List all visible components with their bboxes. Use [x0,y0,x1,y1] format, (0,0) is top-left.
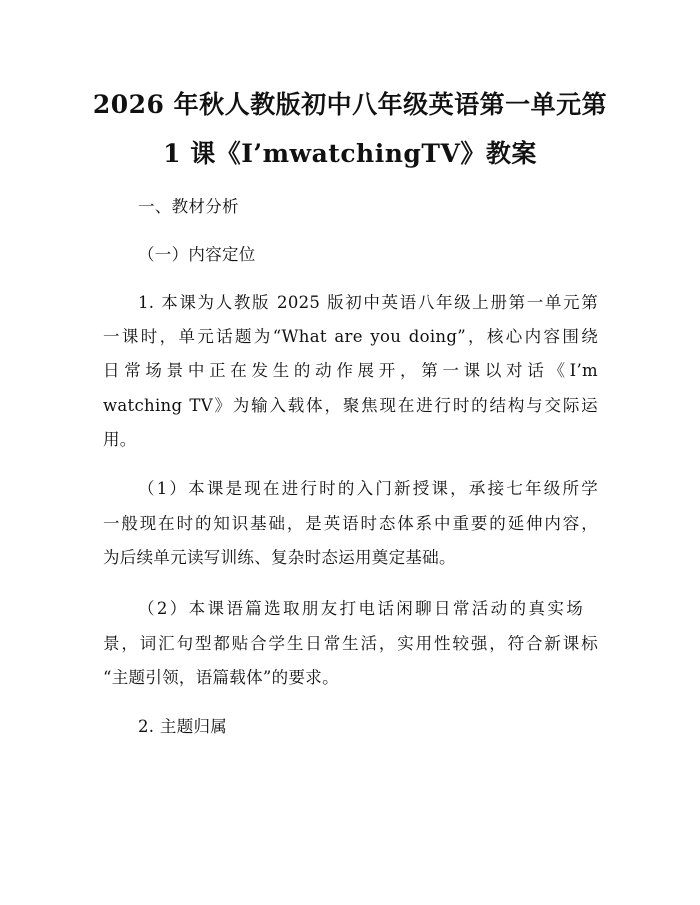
paragraph-1-line-2: 一课时，单元话题为“What are you doing”，核心内容围绕 [103,327,598,346]
paragraph-1-line-3: 日常场景中正在发生的动作展开，第一课以对话《I’m [103,361,598,380]
document-title-line-2: 1 课《I’mwatchingTV》教案 [163,139,537,168]
paragraph-1-line-4: watching TV》为输入载体，聚焦现在进行时的结构与交际运 [103,396,598,415]
paragraph-3-line-2: 景，词汇句型都贴合学生日常生活，实用性较强，符合新课标 [103,634,598,653]
paragraph-1-line-5: 用。 [103,430,137,449]
paragraph-3-line-1: （2）本课语篇选取朋友打电话闲聊日常活动的真实场 [138,599,583,618]
section-heading-theme-category: 2. 主题归属 [138,717,228,736]
paragraph-2-line-3: 为后续单元读写训练、复杂时态运用奠定基础。 [103,548,456,567]
subsection-heading-content-positioning: （一）内容定位 [138,245,256,264]
paragraph-3-line-3: “主题引领，语篇载体”的要求。 [103,668,339,687]
paragraph-2-line-2: 一般现在时的知识基础，是英语时态体系中重要的延伸内容， [103,514,598,533]
paragraph-1-line-1: 1. 本课为人教版 2025 版初中英语八年级上册第一单元第 [138,293,598,312]
section-heading-textbook-analysis: 一、教材分析 [138,197,239,216]
paragraph-2-line-1: （1）本课是现在进行时的入门新授课，承接七年级所学 [138,479,598,498]
document-title-line-1: 2026 年秋人教版初中八年级英语第一单元第 [92,90,608,119]
